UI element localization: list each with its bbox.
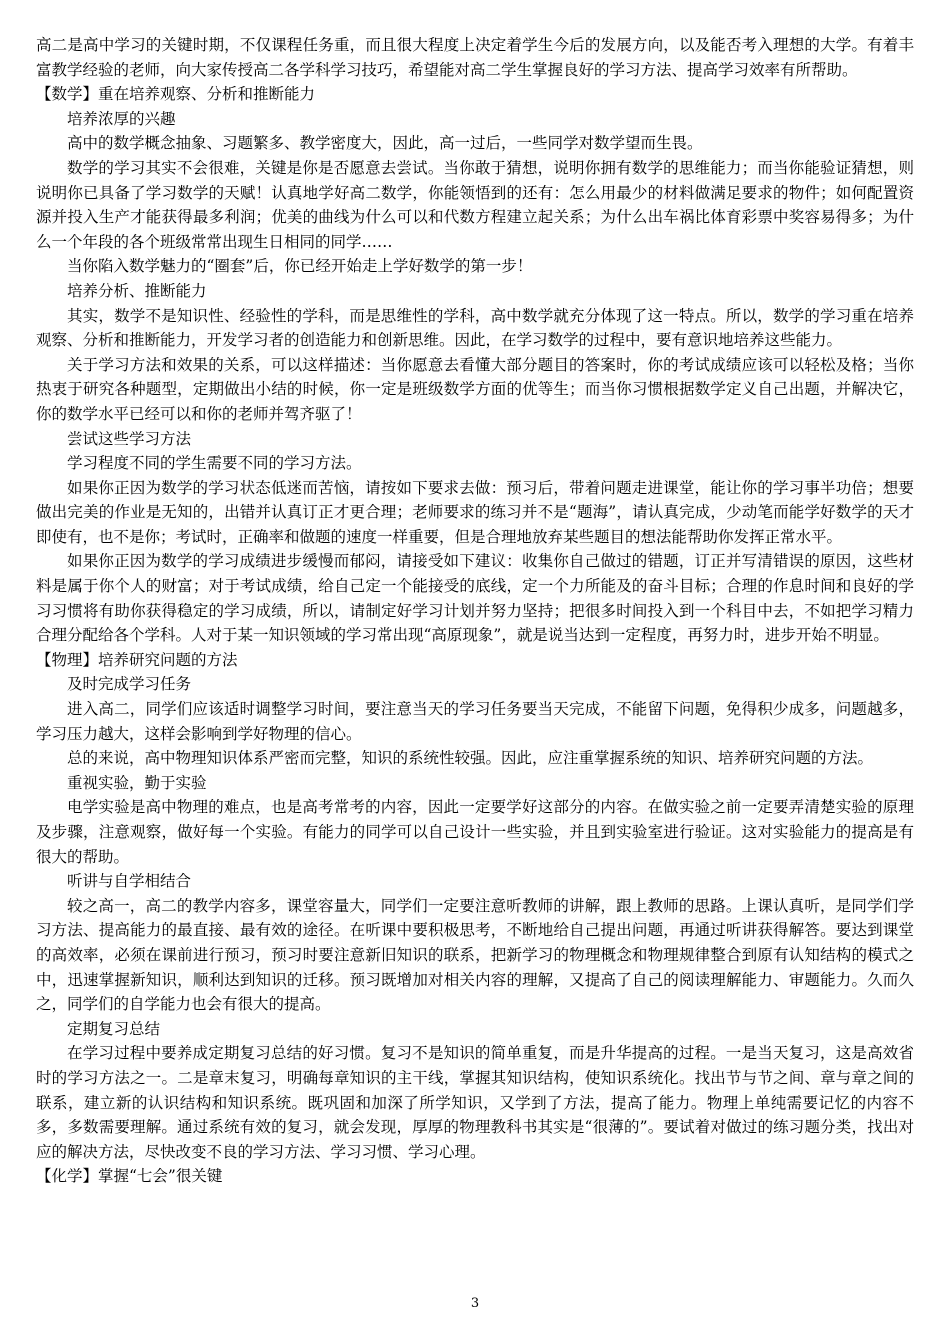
intro-paragraph: 高二是高中学习的关键时期，不仅课程任务重，而且很大程度上决定着学生今后的发展方向，以及能否考入理想的大学。有着丰富教学经验的老师，向大家传授高二各学科学习技巧，希望能对高二学生掌握良好的学习方法、提高学习效率有所帮助。	[36, 36, 914, 79]
subheading: 定期复习总结	[67, 1019, 161, 1038]
body-paragraph: 较之高一，高二的教学内容多，课堂容量大，同学们一定要注意听教师的讲解，跟上教师的思路。上课认真听，是同学们学习方法、提高能力的最直接、最有效的途径。在听课中要积极思考，不断地给自己提出问题，再通过听讲获得解答。要达到课堂的高效率，必须在课前进行预习，预习时要注意新旧知识的联系，把新学习的物理概念和物理规律整合到原有认知结构的模式之中，迅速掌握新知识，顺利达到知识的迁移。预习既增加对相关内容的理解，又提高了自己的阅读理解能力、审题能力。久而久之，同学们的自学能力也会有很大的提高。	[36, 896, 914, 1014]
section-heading: 【数学】重在培养观察、分析和推断能力	[36, 85, 316, 104]
body-paragraph: 在学习过程中要养成定期复习总结的好习惯。复习不是知识的简单重复，而是升华提高的过程。一是当天复习，这是高效省时的学习方法之一。二是章末复习，明确每章知识的主干线，掌握其知识结构，使知识系统化。找出节与节之间、章与章之间的联系，建立新的认识结构和知识系统。既巩固和加深了所学知识，又学到了方法，提高了能力。物理上单纯需要记忆的内容不多，多数需要理解。通过系统有效的复习，就会发现，厚厚的物理教科书其实是“很薄的”。要试着对做过的练习题分类，找出对应的解决方法，尽快改变不良的学习方法、学习习惯、学习心理。	[36, 1044, 914, 1161]
body-paragraph: 其实，数学不是知识性、经验性的学科，而是思维性的学科，高中数学就充分体现了这一特点。所以，数学的学习重在培养观察、分析和推断能力，开发学习者的创造能力和创新思维。因此，在学习数学的过程中，要有意识地培养这些能力。	[36, 306, 914, 350]
page-number: 3	[470, 1296, 480, 1311]
subheading: 尝试这些学习方法	[67, 429, 192, 448]
subheading: 及时完成学习任务	[67, 675, 192, 694]
subheading: 培养分析、推断能力	[67, 281, 207, 300]
body-paragraph: 高中的数学概念抽象、习题繁多、教学密度大，因此，高一过后，一些同学对数学望而生畏。	[67, 134, 703, 153]
body-paragraph: 数学的学习其实不会很难，关键是你是否愿意去尝试。当你敢于猜想，说明你拥有数学的思维能力；而当你能验证猜想，则说明你已具备了学习数学的天赋！认真地学好高二数学，你能领悟到的还有：怎么用最少的材料做满足要求的物件；如何配置资源并投入生产才能获得最多利润；优美的曲线为什么可以和代数方程建立起关系；为什么出车祸比体育彩票中奖容易得多；为什么一个年段的各个班级常常出现生日相同的同学……	[36, 158, 914, 251]
body-paragraph: 电学实验是高中物理的难点，也是高考常考的内容，因此一定要学好这部分的内容。在做实验之前一定要弄清楚实验的原理及步骤，注意观察，做好每一个实验。有能力的同学可以自己设计一些实验，并且到实验室进行验证。这对实验能力的提高是有很大的帮助。	[36, 798, 914, 866]
subheading: 培养浓厚的兴趣	[67, 109, 176, 128]
body-paragraph: 如果你正因为数学的学习状态低迷而苦恼，请按如下要求去做：预习后，带着问题走进课堂，能让你的学习事半功倍；想要做出完美的作业是无知的，出错并认真订正才更合理；老师要求的练习并不是“题海”，请认真完成，少动笔而能学好数学的天才即使有，也不是你；考试时，正确率和做题的速度一样重要，但是合理地放弃某些题目的想法能帮助你发挥正常水平。	[36, 478, 914, 546]
subheading: 重视实验，勤于实验	[67, 773, 207, 792]
subheading: 听讲与自学相结合	[67, 872, 192, 891]
body-paragraph: 学习程度不同的学生需要不同的学习方法。	[67, 454, 362, 473]
body-paragraph: 进入高二，同学们应该适时调整学习时间，要注意当天的学习任务要当天完成，不能留下问题，免得积少成多，问题越多，学习压力越大，这样会影响到学好物理的信心。	[36, 700, 914, 743]
document-body	[36, 33, 914, 1189]
section-heading: 【物理】培养研究问题的方法	[36, 650, 238, 669]
body-paragraph: 当你陷入数学魅力的“圈套”后，你已经开始走上学好数学的第一步！	[67, 257, 533, 276]
section-heading: 【化学】掌握“七会”很关键	[36, 1167, 223, 1186]
body-paragraph: 总的来说，高中物理知识体系严密而完整，知识的系统性较强。因此，应注重掌握系统的知识、培养研究问题的方法。	[67, 749, 874, 768]
body-paragraph: 关于学习方法和效果的关系，可以这样描述：当你愿意去看懂大部分题目的答案时，你的考试成绩应该可以轻松及格；当你热衷于研究各种题型，定期做出小结的时候，你一定是班级数学方面的优等生；而当你习惯根据数学定义自己出题，并解决它，你的数学水平已经可以和你的老师并驾齐驱了！	[36, 355, 914, 423]
body-paragraph: 如果你正因为数学的学习成绩进步缓慢而郁闷，请接受如下建议：收集你自己做过的错题，订正并写清错误的原因，这些材料是属于你个人的财富；对于考试成绩，给自己定一个能接受的底线，定一个力所能及的奋斗目标；合理的作息时间和良好的学习习惯将有助你获得稳定的学习成绩，所以，请制定好学习计划并努力坚持；把很多时间投入到一个科目中去，不如把学习精力合理分配给各个学科。人对于某一知识领域的学习常出现“高原现象”，就是说当达到一定程度，再努力时，进步开始不明显。	[36, 552, 914, 645]
